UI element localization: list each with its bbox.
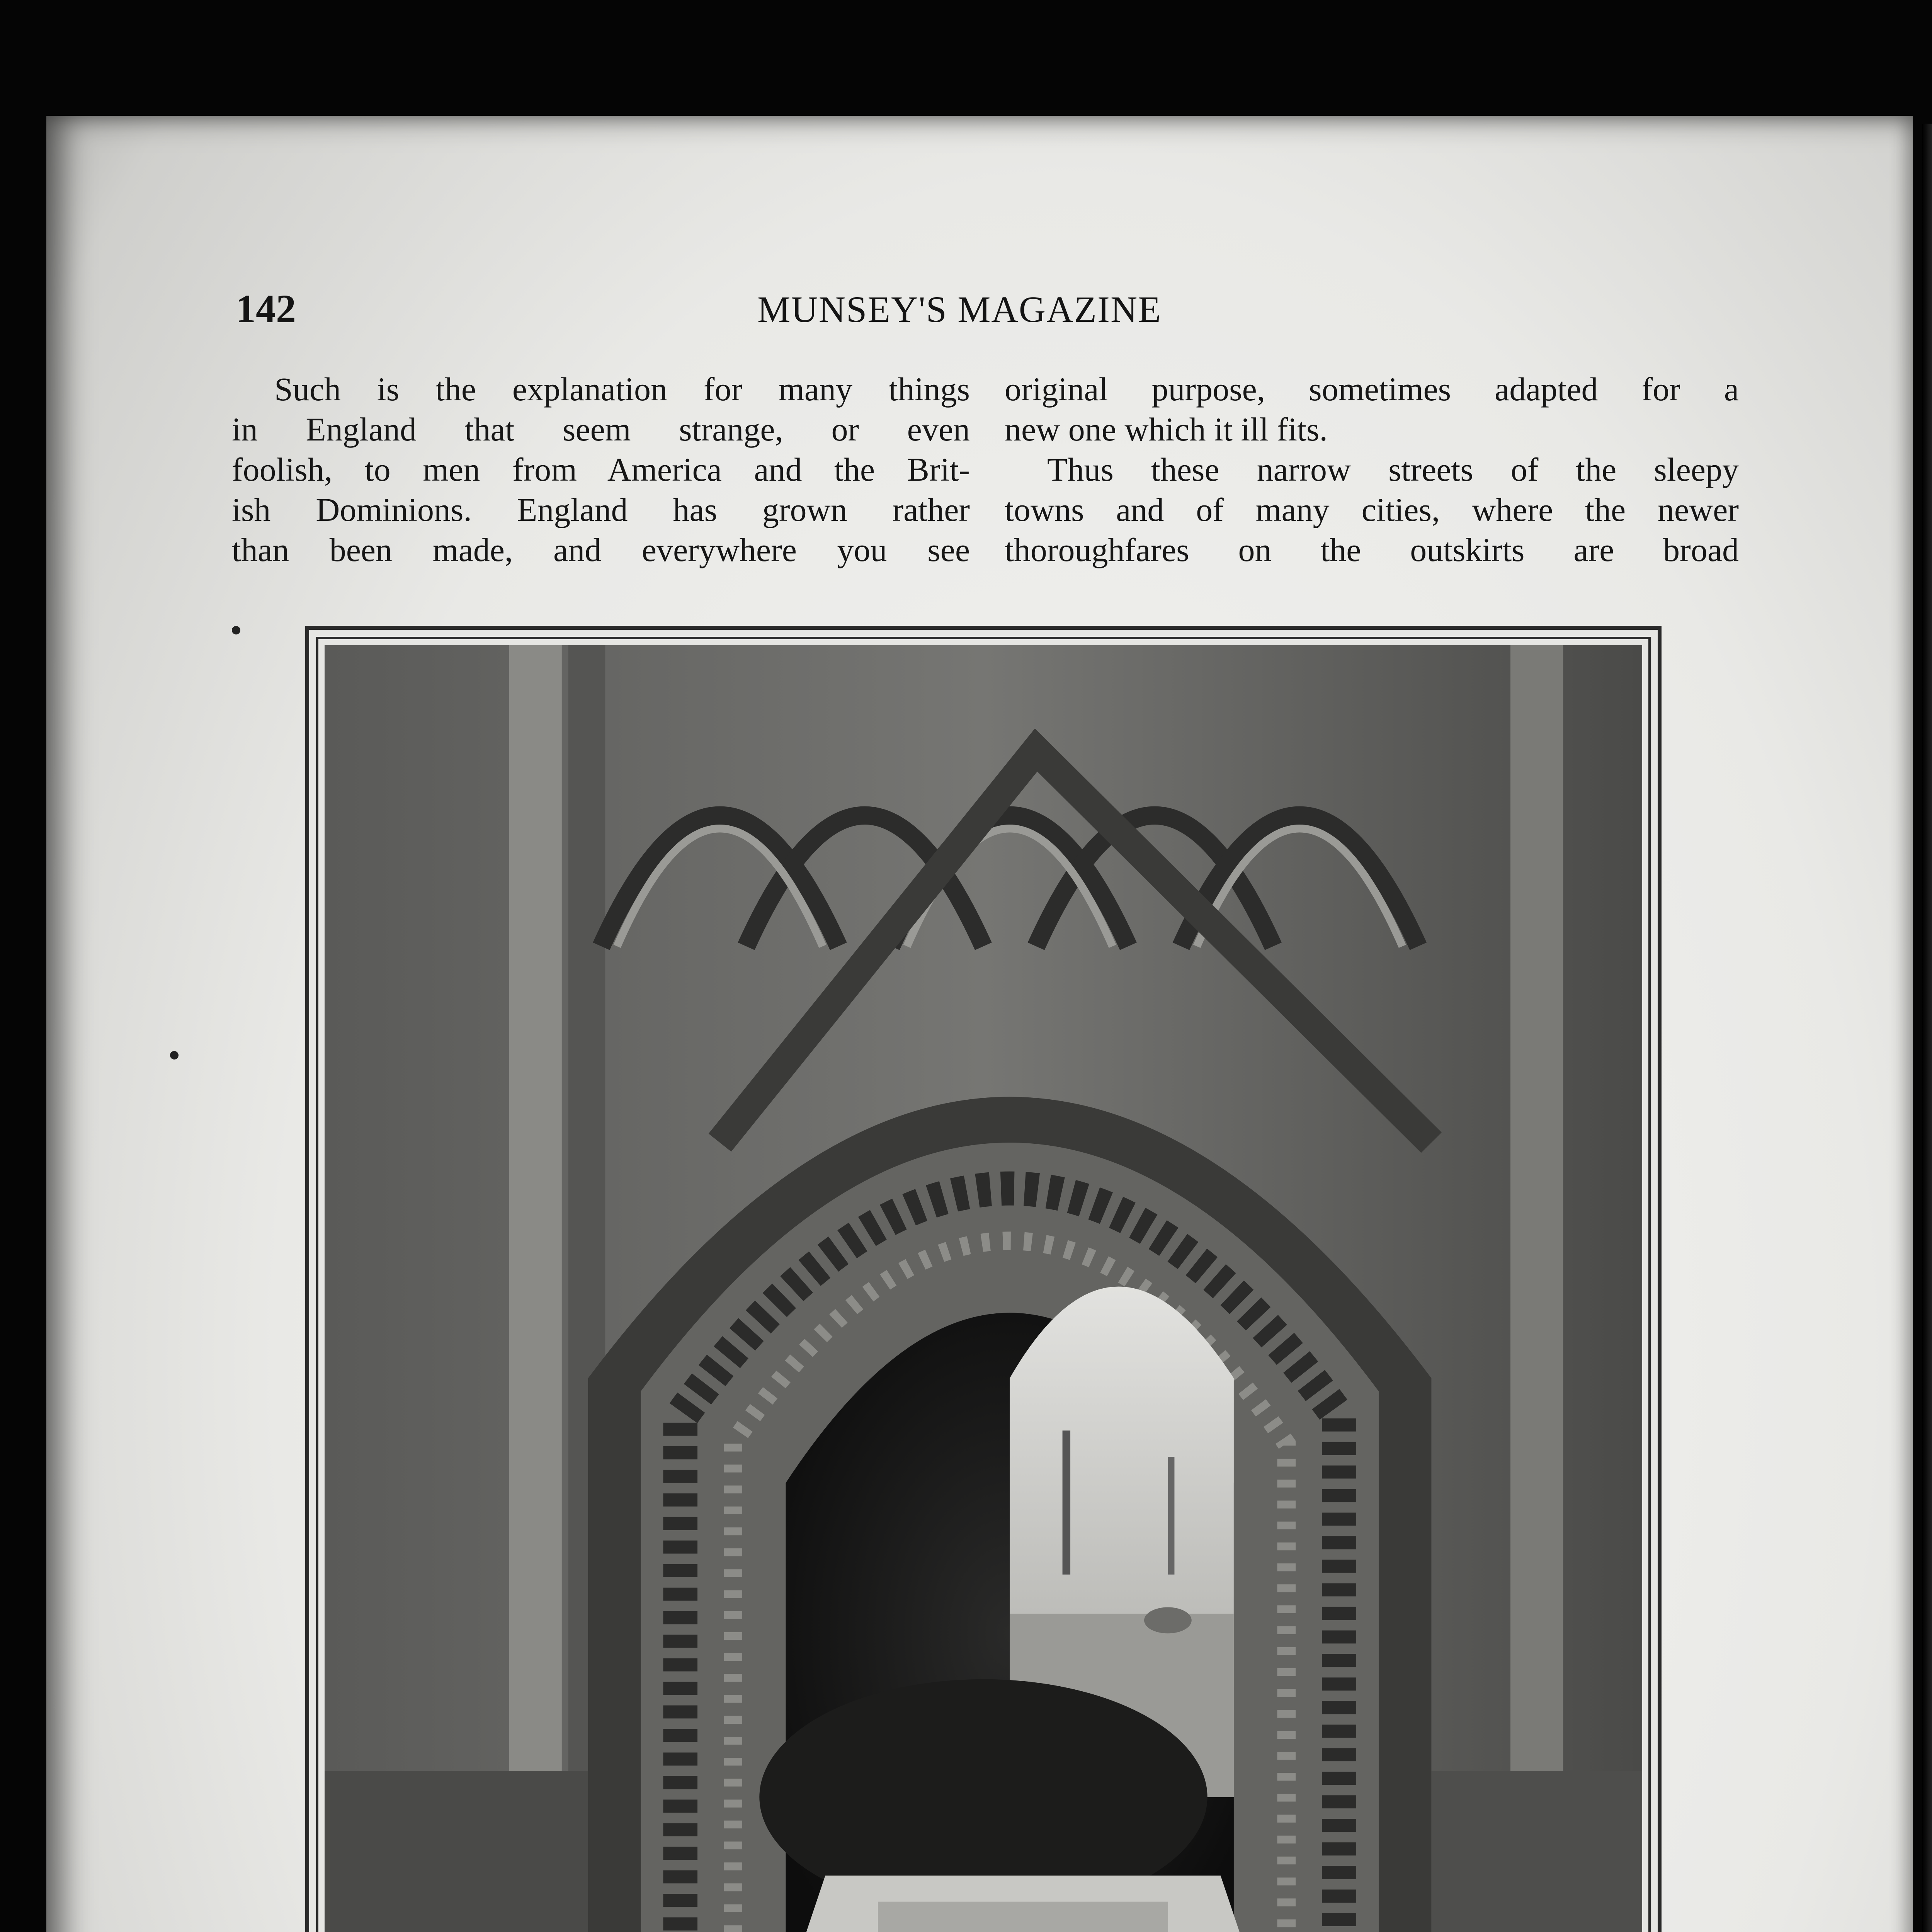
photo-illustration: [325, 645, 1642, 1932]
text-line: ish Dominions. England has grown rather: [232, 491, 970, 528]
running-head: MUNSEY'S MAGAZINE: [757, 289, 1162, 330]
glastonbury-gateway-photo: [325, 645, 1642, 1932]
text-line: in England that seem strange, or even: [232, 411, 970, 448]
adjacent-page-edge: [1922, 124, 1932, 1932]
text-line: Such is the explanation for many things: [274, 371, 970, 408]
print-speck: [170, 1051, 179, 1060]
text-line: thoroughfares on the outskirts are broad: [1005, 531, 1739, 568]
text-line: original purpose, sometimes adapted for a: [1005, 371, 1739, 408]
text-column-top-right: [1005, 369, 1739, 570]
text-line: Thus these narrow streets of the sleepy: [1047, 451, 1739, 488]
print-speck: [232, 626, 240, 634]
text-column-top-left: [232, 369, 970, 570]
text-line: than been made, and everywhere you see: [232, 531, 970, 568]
text-line: towns and of many cities, where the newer: [1005, 491, 1739, 528]
text-line: foolish, to men from America and the Brit-: [232, 451, 970, 488]
page-number: 142: [236, 287, 296, 331]
photo-frame: [305, 626, 1662, 1932]
text-line: new one which it ill fits.: [1005, 411, 1328, 448]
